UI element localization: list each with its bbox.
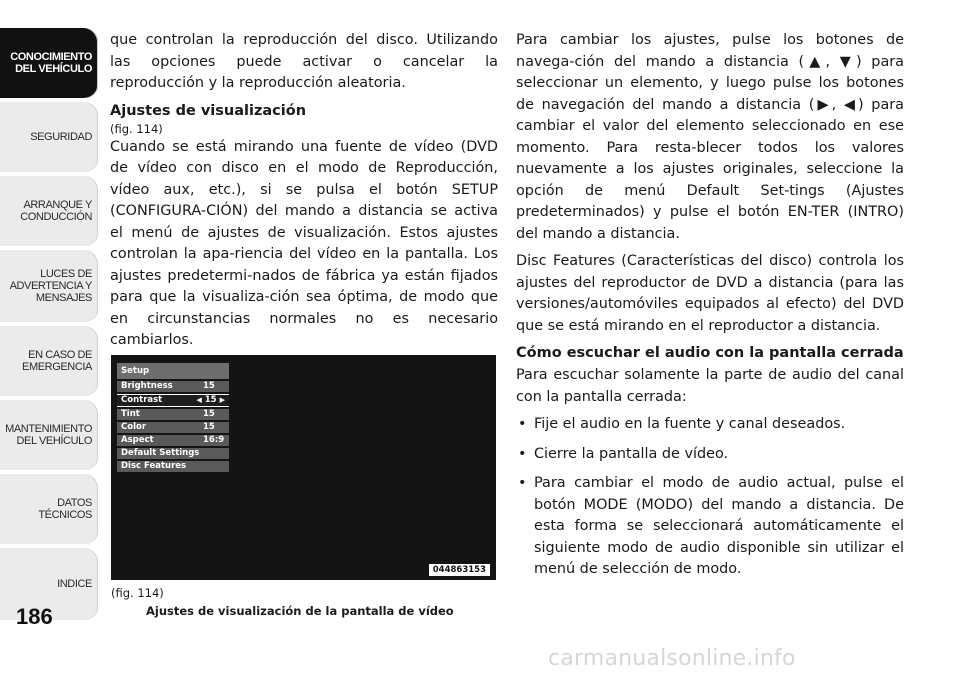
- paragraph-adjust-settings: Para cambiar los ajustes, pulse los botones de navega-ción del mando a distancia (▲, ▼) para seleccionar un elemento, y luego pulse los botones de navegación del mando a distancia (▶, ◀) para cambiar el valor del elemento seleccionado en ese momento. Para resta-blecer todos los valores nuevamente a los ajustes originales, seleccione la opción de menú Default Set-tings (Ajustes predeterminados) y pulse el botón EN-TER (INTRO) del mando a distancia.: [516, 32, 904, 242]
- row-value: [203, 461, 225, 472]
- paragraph-disc-features: Disc Features (Características del disco) controla los ajustes del reproductor de DVD a distancia (para las versiones/automóviles equipados al efecto) del DVD que se está mirando en el reproductor a distancia.: [516, 253, 904, 334]
- setup-screen-figure: [111, 355, 496, 580]
- section-heading: Ajustes de visualización: [110, 102, 307, 119]
- tab-label: CONOCIMIENTO DEL VEHÍCULO: [10, 51, 92, 75]
- menu-row-brightness: [117, 381, 229, 392]
- row-label: Tint: [121, 409, 140, 419]
- right-arrow-icon: ▶: [219, 396, 225, 404]
- tab-label: LUCES DE ADVERTENCIA Y MENSAJES: [9, 268, 92, 304]
- tab-seguridad[interactable]: [0, 102, 98, 174]
- page-number: 186: [16, 604, 53, 629]
- section-heading-audio: Cómo escuchar el audio con la pantalla cerrada: [516, 345, 904, 361]
- figure-reference: (fig. 114): [110, 121, 163, 136]
- row-label: Aspect: [121, 435, 154, 445]
- tab-label: SEGURIDAD: [30, 131, 92, 143]
- setup-menu: [117, 363, 229, 472]
- figure-code: 044863153: [429, 564, 490, 576]
- row-value: 15: [203, 422, 215, 432]
- instruction-list: [516, 414, 904, 581]
- menu-row-color: [117, 422, 229, 433]
- tab-mantenimiento-del-vehiculo[interactable]: [0, 400, 98, 472]
- left-column: [110, 30, 498, 358]
- intro-paragraph: que controlan la reproducción del disco. Utilizando las opciones puede activar o cancelar la reproducción y la reproducción aleatoria.: [110, 32, 498, 91]
- caption-reference: (fig. 114): [111, 586, 164, 600]
- list-item: • Fije el audio en la fuente y canal deseados.: [516, 414, 904, 436]
- tab-label: EN CASO DE EMERGENCIA: [22, 349, 92, 373]
- menu-row-contrast: [117, 394, 229, 407]
- paragraph-audio-intro: Para escuchar solamente la parte de audio del canal con la pantalla cerrada:: [516, 367, 904, 405]
- tab-label: MANTENIMIENTO DEL VEHÍCULO: [5, 423, 92, 447]
- row-value: 15: [204, 395, 217, 405]
- left-arrow-icon: ◀: [196, 396, 202, 404]
- tab-datos-tecnicos[interactable]: [0, 474, 98, 546]
- row-value: [203, 448, 225, 459]
- right-column: [516, 30, 904, 589]
- menu-row-default-settings: [117, 448, 229, 459]
- list-item: • Para cambiar el modo de audio actual, pulse el botón MODE (MODO) del mando a distancia. De esta forma se seleccionará automáticamente el siguiente modo de audio disponible sin utilizar el menú de selección de modo.: [516, 473, 904, 581]
- row-value: 16:9: [203, 435, 225, 445]
- row-value: 15: [203, 409, 215, 419]
- row-value: 15: [203, 381, 215, 391]
- body-paragraph: Cuando se está mirando una fuente de vídeo (DVD de vídeo con disco en el modo de Reproducción, vídeo aux, etc.), si se pulsa el botón SETUP (CONFIGURA-CIÓN) del mando a distancia se activa el menú de ajustes de visualización. Estos ajustes controlan la apa-riencia del vídeo en la pantalla. Los ajustes predetermi-nados de fábrica ya están fijados para que la visualiza-ción sea óptima, de modo que en circunstancias normales no es necesario cambiarlos.: [110, 138, 498, 348]
- menu-row-disc-features: [117, 461, 229, 472]
- menu-title: Setup: [117, 363, 229, 379]
- tab-arranque-y-conduccion[interactable]: [0, 176, 98, 248]
- row-label: Default Settings: [121, 448, 200, 458]
- row-label: Color: [121, 422, 147, 432]
- tab-en-caso-de-emergencia[interactable]: [0, 326, 98, 398]
- tab-label: INDICE: [57, 578, 92, 590]
- watermark: carmanualsonline.info: [548, 646, 796, 671]
- row-label: Brightness: [121, 381, 173, 391]
- tab-conocimiento-del-vehiculo[interactable]: [0, 28, 98, 100]
- row-label: Contrast: [121, 395, 163, 405]
- tab-luces-de-advertencia[interactable]: [0, 250, 98, 324]
- row-label: Disc Features: [121, 461, 187, 471]
- menu-row-tint: [117, 409, 229, 420]
- tab-label: DATOS TÉCNICOS: [38, 497, 92, 521]
- list-item: • Cierre la pantalla de vídeo.: [516, 444, 904, 466]
- figure-caption: Ajustes de visualización de la pantalla de vídeo: [146, 604, 454, 618]
- menu-row-aspect: [117, 435, 229, 446]
- tab-label: ARRANQUE Y CONDUCCIÓN: [20, 199, 92, 223]
